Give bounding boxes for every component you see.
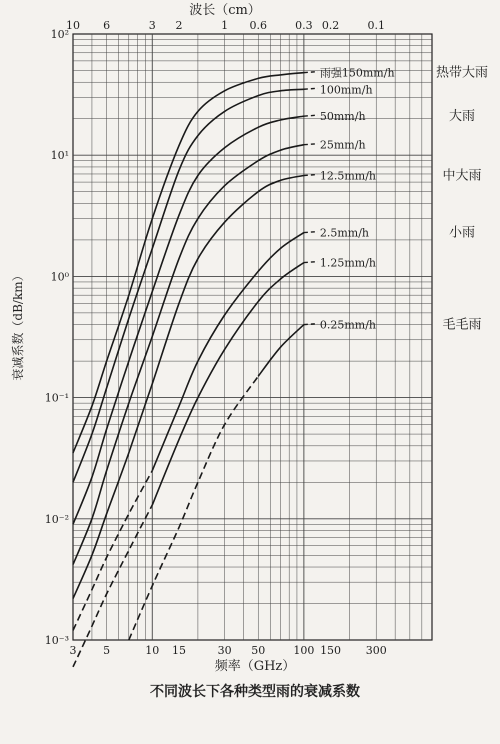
series-label: 雨强150mm/h [319, 66, 395, 80]
series-extension [304, 88, 318, 89]
x-tick-label: 100 [293, 644, 315, 657]
plot-frame [73, 34, 432, 640]
series-extension [304, 72, 318, 73]
x2-tick-label: 6 [103, 19, 111, 32]
rain-category-label: 毛毛雨 [442, 317, 482, 333]
series-curve-dashed [73, 505, 152, 667]
series-label: 50mm/h [319, 110, 366, 124]
x-tick-label: 3 [69, 644, 77, 657]
x-axis-label: 频率（GHz） [214, 659, 296, 674]
series-extension [304, 232, 318, 233]
x2-tick-label: 10 [66, 19, 80, 32]
series-curve [152, 263, 304, 505]
series-curve [73, 73, 304, 453]
x2-tick-label: 0.3 [295, 19, 313, 32]
rain-category-label: 中大雨 [442, 168, 482, 184]
series-curve [73, 145, 304, 565]
series-label: 100mm/h [319, 83, 373, 97]
y-tick-label: 10⁰ [50, 270, 69, 284]
series-label: 25mm/h [319, 138, 366, 152]
label-layer [320, 65, 488, 333]
x2-tick-label: 0.2 [321, 19, 340, 32]
x2-tick-label: 3 [148, 19, 156, 32]
x-tick-label: 150 [320, 644, 342, 657]
series-label: 12.5mm/h [319, 169, 377, 183]
x2-tick-label: 1 [221, 19, 229, 32]
series-label: 1.25mm/h [319, 256, 377, 270]
x-tick-label: 30 [217, 644, 232, 657]
top-axis-label: 波长（cm） [189, 3, 261, 18]
grid-layer [73, 34, 432, 640]
series-extension [304, 144, 318, 145]
rain-category-label: 大雨 [448, 109, 476, 125]
series-extension [304, 174, 318, 175]
x2-tick-label: 2 [175, 19, 183, 32]
chart-title: 不同波长下各种类型雨的衰减系数 [150, 684, 360, 700]
y-axis-label: 衰减系数（dB/km） [11, 269, 25, 381]
x-tick-label: 10 [145, 644, 160, 657]
series-extension [304, 262, 318, 263]
series-label: 2.5mm/h [319, 226, 370, 240]
series-extension [304, 115, 318, 116]
y-tick-label: 10¹ [50, 149, 69, 163]
x2-tick-label: 0.1 [367, 19, 385, 32]
series-curve [73, 116, 304, 524]
y-tick-label: 10⁻² [44, 512, 69, 526]
y-tick-label: 10⁻³ [44, 634, 69, 647]
x-tick-label: 15 [171, 644, 186, 657]
x-tick-label: 50 [251, 644, 266, 657]
y-tick-label: 10⁻¹ [44, 391, 69, 405]
x-tick-label: 5 [103, 644, 111, 657]
rain-category-label: 热带大雨 [435, 65, 489, 81]
y-tick-label: 10² [50, 28, 69, 41]
series-label: 0.25mm/h [319, 318, 377, 332]
rain-category-label: 小雨 [448, 225, 476, 241]
series-curve-dashed [129, 376, 258, 640]
x-tick-label: 300 [365, 644, 387, 657]
x2-tick-label: 0.6 [249, 19, 267, 32]
